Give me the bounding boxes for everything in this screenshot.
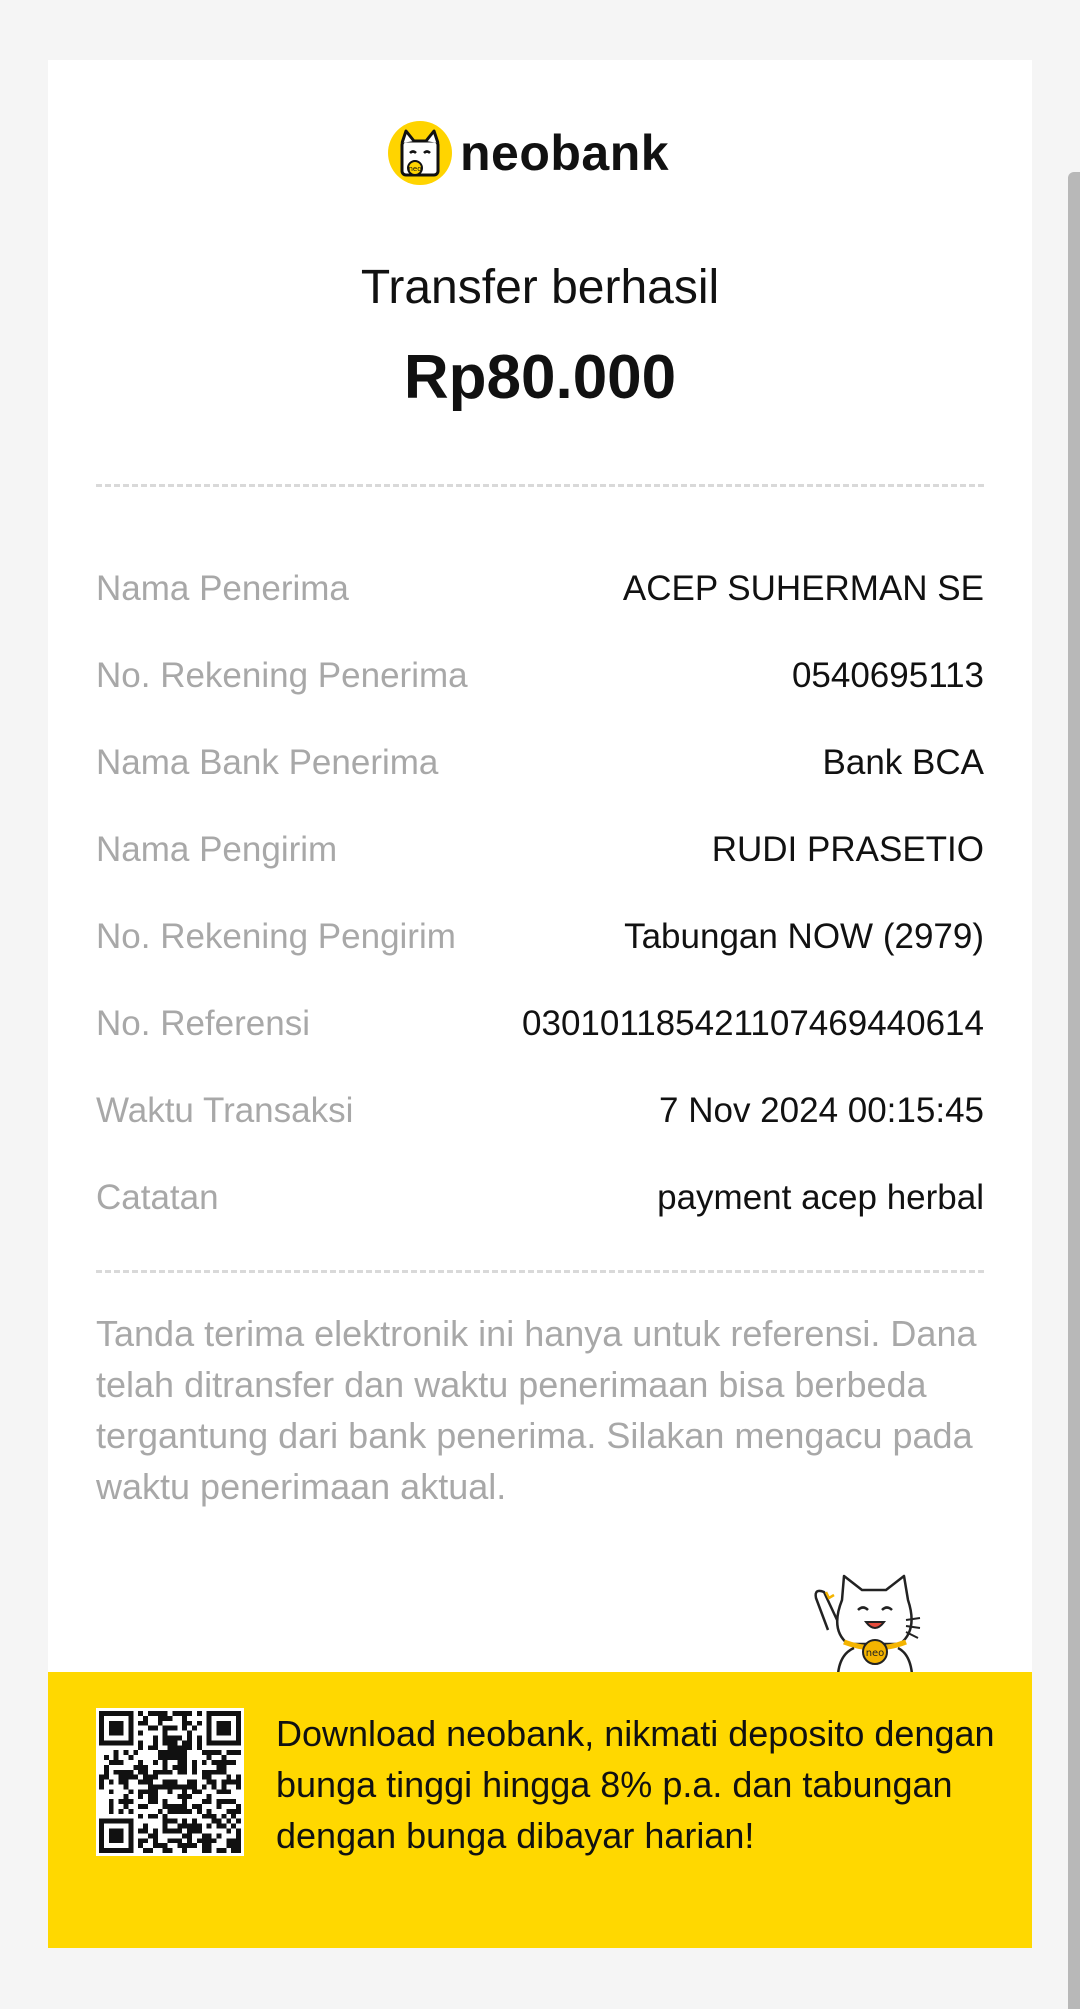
brand-name: neobank (460, 125, 670, 181)
brand-logo (388, 118, 669, 188)
detail-label: Waktu Transaksi (96, 1090, 354, 1130)
scrollbar[interactable] (1068, 172, 1080, 2009)
detail-row-recipient-name (96, 545, 984, 632)
transfer-amount: Rp80.000 (403, 343, 677, 412)
svg-text:neo: neo (408, 165, 422, 173)
detail-row-sender-account (96, 893, 984, 980)
detail-row-transaction-time (96, 1067, 984, 1154)
disclaimer-text: Tanda terima elektronik ini hanya untuk referensi. Dana telah ditransfer dan waktu penerimaan bisa berbeda tergantung dari bank penerima. Silakan mengacu pada waktu penerimaan aktual. (96, 1313, 977, 1507)
qr-code-icon (96, 1708, 244, 1856)
detail-row-recipient-account (96, 632, 984, 719)
detail-value: Tabungan NOW (2979) (624, 916, 984, 956)
detail-label: Catatan (96, 1177, 219, 1217)
receipt-card (48, 60, 1032, 1948)
detail-value: ACEP SUHERMAN SE (622, 568, 984, 608)
divider-top (96, 484, 984, 487)
detail-row-sender-name (96, 806, 984, 893)
detail-value: RUDI PRASETIO (711, 829, 984, 869)
divider-bottom (96, 1270, 984, 1273)
detail-label: No. Referensi (96, 1003, 310, 1043)
detail-label: No. Rekening Pengirim (96, 916, 456, 956)
detail-value: 7 Nov 2024 00:15:45 (659, 1090, 984, 1130)
neobank-logo-icon (388, 121, 452, 185)
svg-text:neo: neo (865, 1648, 885, 1659)
detail-value: 030101185421107469440614 (522, 1003, 984, 1043)
detail-value: Bank BCA (822, 742, 984, 782)
detail-value: payment acep herbal (657, 1177, 984, 1217)
promo-text: Download neobank, nikmati deposito dengan bunga tinggi hingga 8% p.a. dan tabungan dengan bunga dibayar harian! (276, 1713, 995, 1856)
page-title: Transfer berhasil (360, 261, 720, 314)
detail-label: Nama Penerima (96, 568, 349, 608)
detail-row-reference (96, 980, 984, 1067)
lucky-cat-icon (808, 1570, 938, 1674)
detail-row-note (96, 1154, 984, 1241)
detail-label: Nama Bank Penerima (96, 742, 439, 782)
detail-value: 0540695113 (791, 655, 984, 695)
promo-banner (48, 1672, 1032, 1948)
detail-row-recipient-bank (96, 719, 984, 806)
details-list (96, 545, 984, 1241)
detail-label: Nama Pengirim (96, 829, 338, 869)
detail-label: No. Rekening Penerima (96, 655, 468, 695)
